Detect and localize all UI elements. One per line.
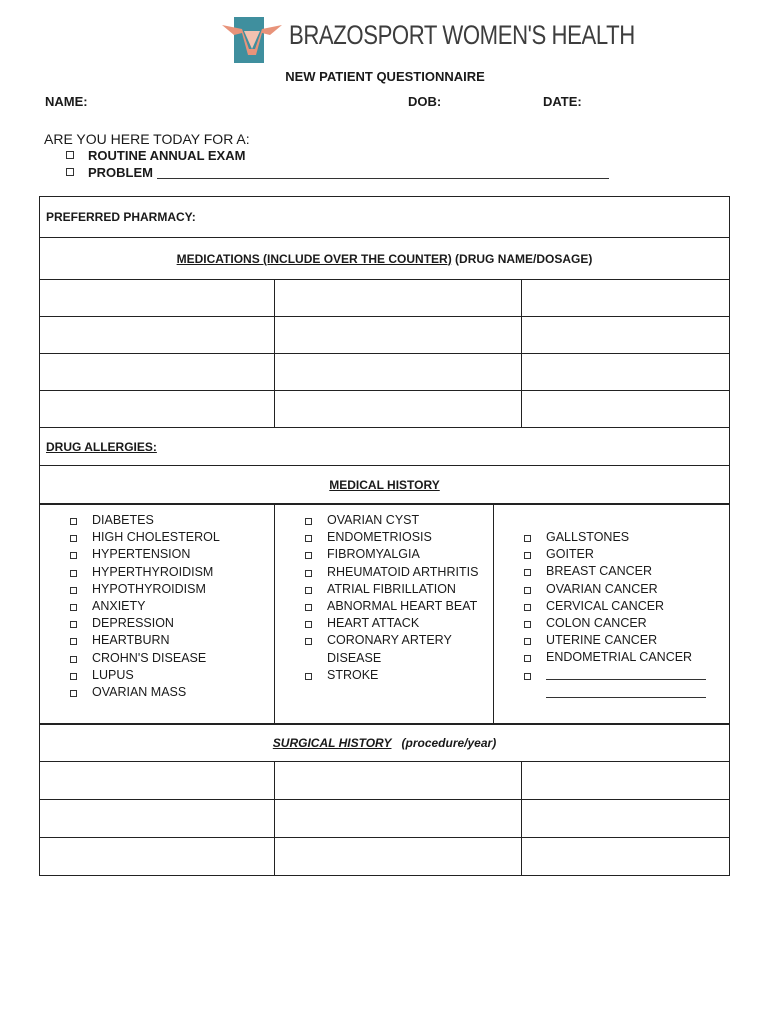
medication-cell[interactable]	[522, 354, 730, 391]
history-item[interactable]	[70, 632, 274, 649]
surgical-history-table	[39, 723, 730, 876]
surgery-cell[interactable]	[275, 800, 522, 838]
surgery-cell[interactable]	[275, 762, 522, 800]
checkbox-icon[interactable]	[524, 638, 531, 645]
history-item-label: ABNORMAL HEART BEAT	[327, 599, 478, 614]
history-item[interactable]	[305, 632, 493, 649]
history-item-label: HEART ATTACK	[327, 616, 420, 631]
history-item[interactable]	[70, 615, 274, 632]
history-item-label: DEPRESSION	[92, 616, 174, 631]
history-item[interactable]	[305, 529, 493, 546]
date-label: DATE:	[543, 94, 582, 109]
medication-cell[interactable]	[275, 317, 522, 354]
checkbox-icon[interactable]	[524, 673, 531, 680]
pharmacy-field[interactable]	[40, 197, 730, 238]
history-item-label: HYPOTHYROIDISM	[92, 581, 206, 596]
surgery-cell[interactable]	[522, 762, 730, 800]
history-item[interactable]	[524, 563, 729, 580]
surgery-cell[interactable]	[40, 800, 275, 838]
history-item[interactable]	[305, 615, 493, 632]
medication-cell[interactable]	[275, 280, 522, 317]
medication-cell[interactable]	[522, 280, 730, 317]
history-item[interactable]	[524, 615, 729, 632]
checkbox-icon[interactable]	[305, 518, 312, 525]
checkbox-icon[interactable]	[70, 604, 77, 611]
surgery-cell[interactable]	[275, 838, 522, 876]
medical-history-heading: MEDICAL HISTORY	[40, 466, 730, 504]
history-item[interactable]	[524, 546, 729, 563]
history-item-other[interactable]	[524, 667, 729, 685]
checkbox-icon[interactable]	[305, 535, 312, 542]
history-item[interactable]	[70, 667, 274, 684]
history-item-label: UTERINE CANCER	[546, 633, 658, 648]
dob-label: DOB:	[408, 94, 442, 109]
history-item[interactable]	[305, 667, 493, 684]
history-item-label: FIBROMYALGIA	[327, 547, 420, 562]
pharmacy-label: PREFERRED PHARMACY:	[46, 210, 196, 224]
checkbox-icon[interactable]	[524, 621, 531, 628]
history-item-label: CROHN'S DISEASE	[92, 650, 207, 665]
surgery-cell[interactable]	[40, 762, 275, 800]
checkbox-icon[interactable]	[70, 535, 77, 542]
history-item[interactable]	[70, 512, 274, 529]
history-item-label: HYPERTHYROIDISM	[92, 564, 214, 579]
history-item-label: OVARIAN CYST	[327, 513, 420, 527]
checkbox-icon[interactable]	[524, 569, 531, 576]
checkbox-icon[interactable]	[305, 570, 312, 577]
history-item[interactable]	[70, 546, 274, 563]
checkbox-icon[interactable]	[70, 552, 77, 559]
history-item-label: GALLSTONES	[546, 530, 630, 544]
history-item[interactable]	[305, 512, 493, 529]
medication-cell[interactable]	[275, 354, 522, 391]
other-blank-line[interactable]	[546, 685, 706, 698]
surgery-cell[interactable]	[522, 800, 730, 838]
checkbox-icon[interactable]	[305, 621, 312, 628]
checkbox-icon[interactable]	[70, 638, 77, 645]
history-item[interactable]	[70, 598, 274, 615]
checkbox-icon[interactable]	[524, 655, 531, 662]
history-item-label: CORONARY ARTERY	[327, 633, 452, 648]
history-item-label: ANXIETY	[92, 599, 146, 614]
form-title: NEW PATIENT QUESTIONNAIRE	[285, 69, 485, 84]
checkbox-icon[interactable]	[70, 621, 77, 628]
medication-cell[interactable]	[40, 354, 275, 391]
history-item-label: GOITER	[546, 547, 594, 562]
checkbox-icon[interactable]	[70, 656, 77, 663]
history-item-label: DIABETES	[92, 513, 154, 527]
visit-question: ARE YOU HERE TODAY FOR A:	[44, 131, 250, 147]
history-item[interactable]	[70, 650, 274, 667]
history-item[interactable]	[305, 598, 493, 615]
checkbox-icon[interactable]	[70, 673, 77, 680]
visit-option-routine[interactable]: ROUTINE ANNUAL EXAM	[66, 148, 245, 163]
history-item[interactable]	[305, 564, 493, 581]
history-column-3	[494, 505, 730, 725]
allergies-label: DRUG ALLERGIES:	[46, 439, 157, 454]
medication-cell[interactable]	[40, 280, 275, 317]
medical-history-table	[39, 504, 730, 725]
uterus-logo-icon	[222, 15, 282, 65]
checkbox-icon[interactable]	[70, 690, 77, 697]
history-column-2	[275, 505, 494, 725]
checkbox-icon[interactable]	[66, 168, 74, 176]
checkbox-icon[interactable]	[524, 535, 531, 542]
history-item[interactable]	[305, 546, 493, 563]
history-item-label: ENDOMETRIAL CANCER	[546, 650, 693, 665]
surgical-history-heading: SURGICAL HISTORY (procedure/year)	[40, 724, 730, 762]
history-item[interactable]	[524, 529, 729, 546]
history-item[interactable]	[524, 598, 729, 615]
checkbox-icon[interactable]	[305, 587, 312, 594]
surgery-cell[interactable]	[522, 838, 730, 876]
medications-heading: MEDICATIONS (INCLUDE OVER THE COUNTER) (DRUG NAME/DOSAGE)	[40, 238, 730, 280]
visit-option-problem[interactable]: PROBLEM	[66, 165, 609, 180]
history-item-label: OVARIAN CANCER	[546, 581, 658, 596]
history-item[interactable]	[305, 581, 493, 598]
history-item[interactable]	[524, 632, 729, 649]
history-item[interactable]	[524, 649, 729, 666]
history-item-label: LUPUS	[92, 667, 134, 682]
allergies-field[interactable]	[40, 428, 730, 466]
history-column-1	[40, 505, 275, 725]
surgery-cell[interactable]	[40, 838, 275, 876]
history-item-label: HYPERTENSION	[92, 547, 191, 562]
history-item-label: COLON CANCER	[546, 616, 647, 631]
medication-cell[interactable]	[275, 391, 522, 428]
history-item-label: DISEASE	[327, 650, 382, 665]
checkbox-icon[interactable]	[524, 552, 531, 559]
history-item[interactable]	[70, 581, 274, 598]
checkbox-icon[interactable]	[305, 673, 312, 680]
name-label: NAME:	[45, 94, 88, 109]
history-item[interactable]	[70, 684, 274, 701]
history-item-label: CERVICAL CANCER	[546, 598, 665, 613]
medication-cell[interactable]	[40, 391, 275, 428]
medication-cell[interactable]	[522, 317, 730, 354]
checkbox-icon[interactable]	[70, 518, 77, 525]
medication-cell[interactable]	[40, 317, 275, 354]
history-item-label: STROKE	[327, 667, 379, 682]
checkbox-icon[interactable]	[70, 587, 77, 594]
history-item[interactable]	[305, 650, 493, 667]
checkbox-icon[interactable]	[70, 570, 77, 577]
checkbox-icon[interactable]	[66, 151, 74, 159]
checkbox-icon[interactable]	[305, 638, 312, 645]
history-item[interactable]	[70, 529, 274, 546]
checkbox-icon[interactable]	[305, 604, 312, 611]
history-item-label: HEARTBURN	[92, 633, 170, 648]
history-item[interactable]	[70, 564, 274, 581]
history-item-label: RHEUMATOID ARTHRITIS	[327, 564, 479, 579]
checkbox-icon[interactable]	[524, 587, 531, 594]
history-item-label: BREAST CANCER	[546, 564, 653, 579]
history-item-label: ATRIAL FIBRILLATION	[327, 581, 456, 596]
pharmacy-medications-table	[39, 196, 730, 504]
checkbox-icon[interactable]	[524, 604, 531, 611]
history-item-label: ENDOMETRIOSIS	[327, 530, 432, 545]
checkbox-icon[interactable]	[305, 552, 312, 559]
problem-blank-line[interactable]	[157, 166, 609, 179]
history-item-label: HIGH CHOLESTEROL	[92, 530, 220, 545]
brand-name: BRAZOSPORT WOMEN'S HEALTH	[289, 20, 635, 50]
history-item-other[interactable]	[524, 685, 729, 703]
history-item-label: OVARIAN MASS	[92, 685, 187, 700]
other-blank-line[interactable]	[546, 667, 706, 680]
history-item[interactable]	[524, 581, 729, 598]
medication-cell[interactable]	[522, 391, 730, 428]
